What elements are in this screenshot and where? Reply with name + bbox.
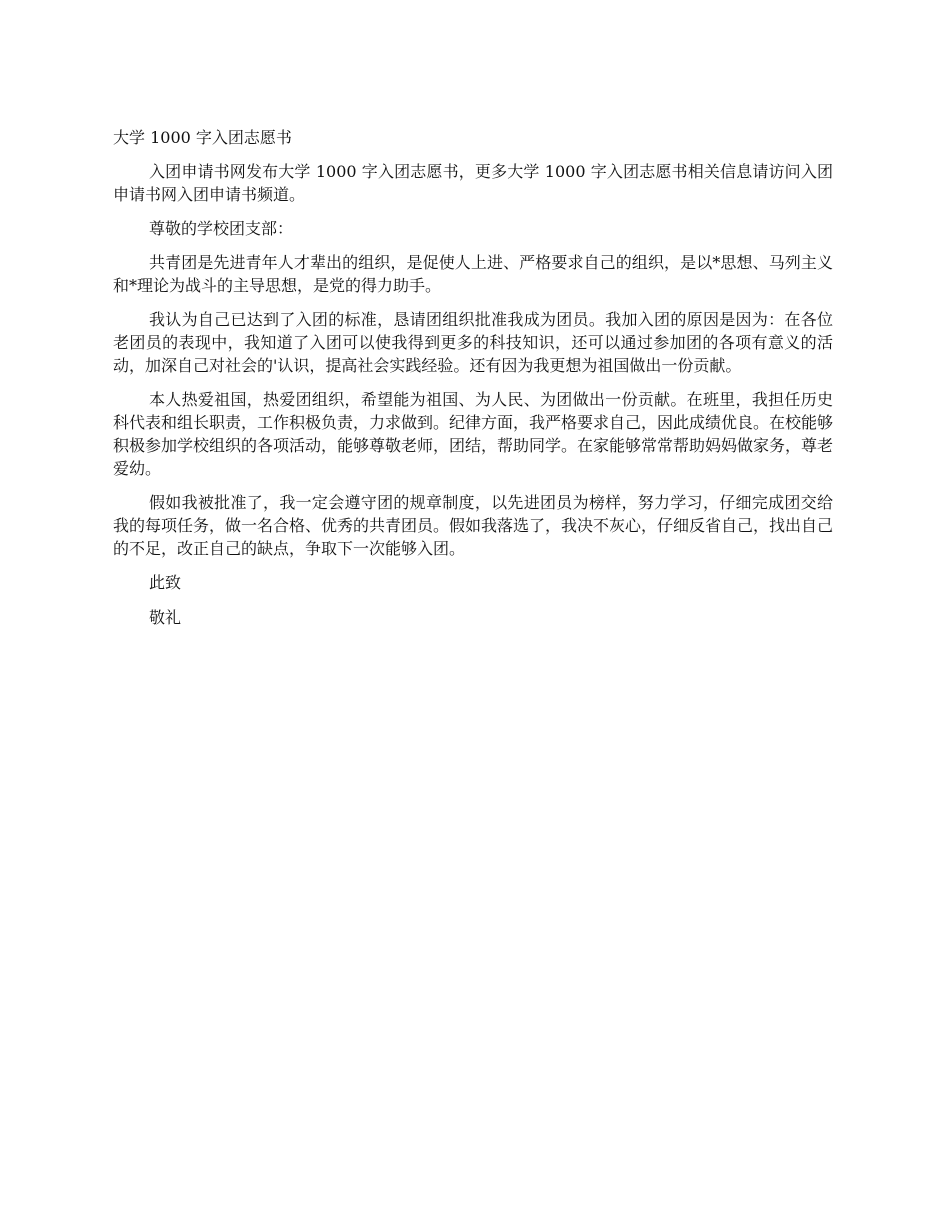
closing-line-2: 敬礼 xyxy=(149,608,182,627)
body-paragraph-1: 共青团是先进青年人才辈出的组织，是促使人上进、严格要求自己的组织，是以*思想、马列主义和*理论为战斗的主导思想，是党的得力助手。 xyxy=(113,253,833,295)
body-paragraph-4: 假如我被批准了，我一定会遵守团的规章制度，以先进团员为榜样，努力学习，仔细完成团交给我的每项任务，做一名合格、优秀的共青团员。假如我落选了，我决不灰心，仔细反省自己，找出自己的不足，改正自己的缺点，争取下一次能够入团。 xyxy=(113,493,834,558)
body-paragraph-2: 我认为自己已达到了入团的标准，恳请团组织批准我成为团员。我加入团的原因是因为：在各位老团员的表现中，我知道了入团可以使我得到更多的科技知识，还可以通过参加团的各项有意义的活动，加深自己对社会的'认识，提高社会实践经验。还有因为我更想为祖国做出一份贡献。 xyxy=(113,310,833,375)
document-title: 大学 1000 字入团志愿书 xyxy=(113,128,292,147)
intro-paragraph: 入团申请书网发布大学 1000 字入团志愿书，更多大学 1000 字入团志愿书相关信息请访问入团申请书网入团申请书频道。 xyxy=(113,162,833,204)
salutation: 尊敬的学校团支部： xyxy=(149,219,294,238)
closing-line-1: 此致 xyxy=(149,573,182,592)
body-paragraph-3: 本人热爱祖国，热爱团组织，希望能为祖国、为人民、为团做出一份贡献。在班里，我担任历史科代表和组长职责，工作积极负责，力求做到。纪律方面，我严格要求自己，因此成绩优良。在校能够积极参加学校组织的各项活动，能够尊敬老师，团结，帮助同学。在家能够常常帮助妈妈做家务，尊老爱幼。 xyxy=(113,390,834,478)
document-page xyxy=(113,126,833,641)
